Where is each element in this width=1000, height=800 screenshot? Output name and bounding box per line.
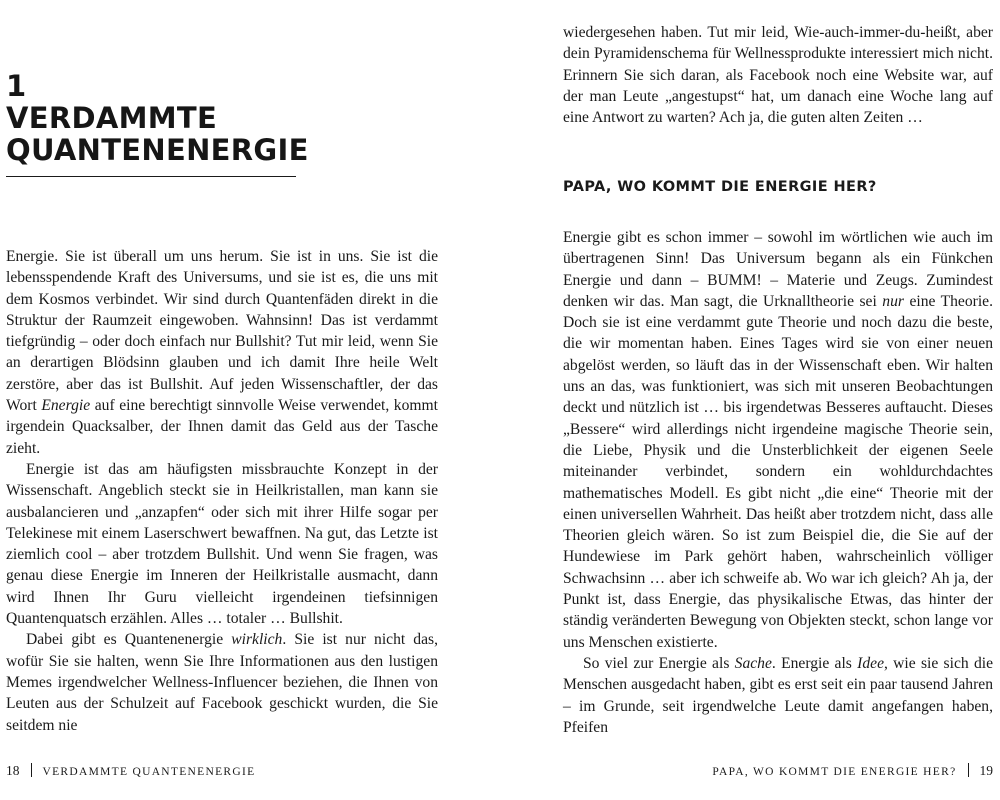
- continued-paragraph: wiedergesehen haben. Tut mir leid, Wie-auch-immer-du-heißt, aber dein Pyramidenschema für Wellnessprodukte interessiert mich nicht. Erinnern Sie sich daran, als Facebook noch eine Website war, auf der man Leute „angestupst“ hat, um danach eine Woche lang auf eine Antwort zu warten? Ach ja, die guten alten Zeiten …: [563, 24, 993, 127]
- paragraph-3: Dabei gibt es Quantenenergie wirklich. Sie ist nur nicht das, wofür Sie sie halten, wenn Sie Ihre Informationen aus den lustigen Memes irgendwelcher Wellness-Influencer beziehen, die Ihnen von Leuten aus der Schulzeit auf Facebook geschickt wurden, die Sie seitdem nie: [6, 631, 438, 734]
- running-head-left: VERDAMMTE QUANTENENERGIE: [42, 766, 256, 778]
- running-head-right: PAPA, WO KOMMT DIE ENERGIE HER?: [712, 766, 957, 778]
- page-number-left: 18: [6, 763, 20, 778]
- section-heading: PAPA, WO KOMMT DIE ENERGIE HER?: [563, 179, 877, 195]
- paragraph-1: Energie gibt es schon immer – sowohl im wörtlichen wie auch im übertragenen Sinn! Das Universum begann als ein Fünkchen Energie und dann – BUMM! – Materie und Zeugs. Zumindest denken wir das. Man sagt, die Urknalltheorie sei nur eine Theorie. Doch sie ist eine verdammt gute Theorie und noch dazu die beste, die wir momentan haben. Eines Tages wird sie von einer neuen abgelöst werden, so läuft das in der Wissenschaft eben. Wir halten uns an das, was funktioniert, was sich mit unseren Beobachtungen deckt und nützlich ist … bis irgendetwas Besseres auftaucht. Dieses „Bessere“ wird allerdings nicht irgendeine magische Theorie sein, die Liebe, Physik und die Unsterblichkeit der eigenen Seele miteinander verbindet, sondern ein wohldurchdachtes mathematisches Modell. Es gibt nicht „die eine“ Theorie mit der einen universellen Wahrheit. Das heißt aber trotzdem nicht, dass alle Theorien gleich wären. So ist zum Beispiel die, die Sie auf der Hundewiese im Park gehört haben, wahrscheinlich völliger Schwachsinn … aber ich schweife ab. Wo war ich gleich? Ah ja, der Punkt ist, dass Energie, das physikalische Etwas, das hinter der ständig veränderten Bewegung von Objekten steckt, schon lange vor uns Menschen existierte.: [563, 229, 993, 651]
- chapter-title-line-2: QUANTENENERGIE: [6, 133, 309, 167]
- left-footer: [6, 763, 255, 779]
- right-footer: [712, 763, 993, 779]
- right-page: [500, 0, 1000, 800]
- right-body-text: [563, 227, 993, 738]
- paragraph-2: So viel zur Energie als Sache. Energie als Idee, wie sie sich die Menschen ausgedacht haben, gibt es erst seit ein paar tausend Jahren – im Grunde, seit irgendwelche Leute damit angefangen haben, Pfeifen: [563, 654, 993, 736]
- chapter-heading: [6, 69, 309, 167]
- paragraph-2: Energie ist das am häufigsten missbrauchte Konzept in der Wissenschaft. Angeblich steckt sie in Heilkristallen, man kann sie ausbalancieren und „anzapfen“ oder sich mit ihrer Hilfe sogar per Telekinese mit einem Laserschwert bewaffnen. Na gut, das Letzte ist ziemlich cool – aber trotzdem Bullshit. Und wenn Sie fragen, was genau diese Energie im Inneren der Heilkristalle ausmacht, dann wird Ihnen Ihr Guru vielleicht irgendeinen tiefsinnigen Quantenquatsch erzählen. Alles … totaler … Bullshit.: [6, 460, 438, 628]
- chapter-title-underline: [6, 176, 296, 177]
- footer-separator: [31, 763, 32, 777]
- chapter-number: 1: [6, 69, 27, 103]
- footer-separator: [968, 763, 969, 777]
- left-body-text: [6, 246, 438, 736]
- page-number-right: 19: [979, 763, 993, 778]
- right-continued-text: [563, 22, 993, 128]
- chapter-title-line-1: VERDAMMTE: [6, 101, 218, 135]
- paragraph-1: Energie. Sie ist überall um uns herum. Sie ist in uns. Sie ist die lebensspendende Kraft des Universums, und sie ist es, die uns mit dem Kosmos verbindet. Wir sind durch Quantenfäden direkt in die Struktur der Raumzeit eingewoben. Wahnsinn! Das ist verdammt tiefgründig – oder doch einfach nur Bullshit? Tut mir leid, wenn Sie an derartigen Blödsinn glauben und ich damit Ihre heile Welt zerstöre, aber das ist Bullshit. Auf jeden Wissenschaftler, der das Wort Energie auf eine berechtigt sinnvolle Weise verwendet, kommt irgendein Quacksalber, der Ihnen damit das Geld aus der Tasche zieht.: [6, 248, 438, 457]
